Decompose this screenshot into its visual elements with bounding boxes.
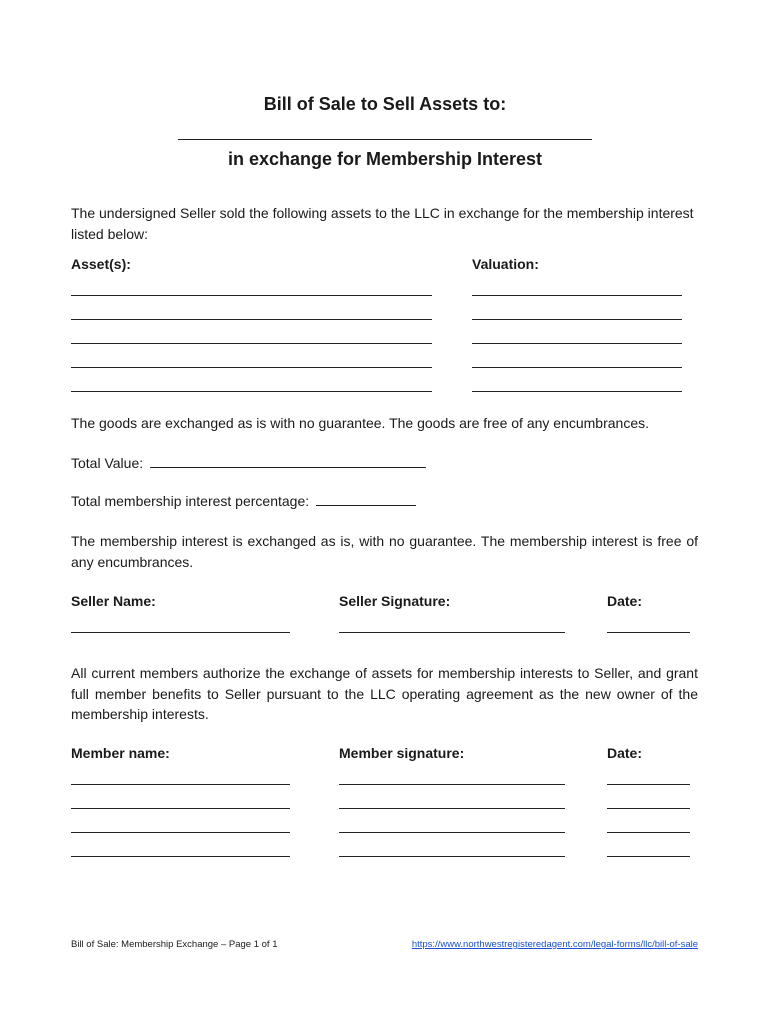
member-date-line xyxy=(607,808,690,809)
membership-pct-blank xyxy=(316,493,416,506)
valuation-line xyxy=(472,391,682,392)
goods-statement: The goods are exchanged as is with no guarantee. The goods are free of any encumbrances. xyxy=(71,415,649,431)
seller-date-label: Date: xyxy=(607,593,643,609)
asset-line xyxy=(71,391,432,392)
member-name-line xyxy=(71,832,290,833)
total-value-row xyxy=(71,453,471,474)
asset-line xyxy=(71,343,432,344)
footer-page-info: Bill of Sale: Membership Exchange – Page 1 of 1 xyxy=(71,939,278,950)
document-subtitle: in exchange for Membership Interest xyxy=(227,149,543,169)
valuation-line xyxy=(472,343,682,344)
seller-signature-line xyxy=(339,632,565,633)
asset-line xyxy=(71,367,432,368)
intro-paragraph: The undersigned Seller sold the following assets to the LLC in exchange for the membership interest listed below: xyxy=(71,205,694,242)
footer-url-link[interactable]: https://www.northwestregisteredagent.com/legal-forms/llc/bill-of-sale xyxy=(411,939,698,950)
member-date-line xyxy=(607,856,690,857)
membership-statement: The membership interest is exchanged as is, with no guarantee. The membership interest is free of any encumbrances. xyxy=(71,533,698,570)
total-value-label: Total Value: xyxy=(71,455,144,471)
valuation-line xyxy=(472,295,682,296)
member-signature-line xyxy=(339,784,565,785)
member-name-line xyxy=(71,856,290,857)
member-name-label: Member name: xyxy=(71,745,170,761)
seller-date-line xyxy=(607,632,690,633)
member-name-line xyxy=(71,808,290,809)
authorization-paragraph: All current members authorize the exchange of assets for membership interests to Seller, and grant full member benefits to Seller pursuant to the LLC operating agreement as the new owner of the membership interests. xyxy=(71,665,698,722)
buyer-name-blank xyxy=(178,139,592,140)
membership-pct-row xyxy=(71,491,471,512)
valuation-label: Valuation: xyxy=(472,256,539,272)
membership-pct-label: Total membership interest percentage: xyxy=(71,493,310,509)
total-value-blank xyxy=(150,455,426,468)
document-title: Bill of Sale to Sell Assets to: xyxy=(263,94,507,114)
member-signature-line xyxy=(339,808,565,809)
member-date-line xyxy=(607,784,690,785)
asset-line xyxy=(71,319,432,320)
member-date-label: Date: xyxy=(607,745,643,761)
assets-label: Asset(s): xyxy=(71,256,131,272)
seller-signature-label: Seller Signature: xyxy=(339,593,451,609)
member-signature-line xyxy=(339,856,565,857)
member-signature-line xyxy=(339,832,565,833)
valuation-line xyxy=(472,319,682,320)
seller-name-line xyxy=(71,632,290,633)
member-signature-label: Member signature: xyxy=(339,745,465,761)
member-name-line xyxy=(71,784,290,785)
valuation-line xyxy=(472,367,682,368)
asset-line xyxy=(71,295,432,296)
seller-name-label: Seller Name: xyxy=(71,593,156,609)
member-date-line xyxy=(607,832,690,833)
